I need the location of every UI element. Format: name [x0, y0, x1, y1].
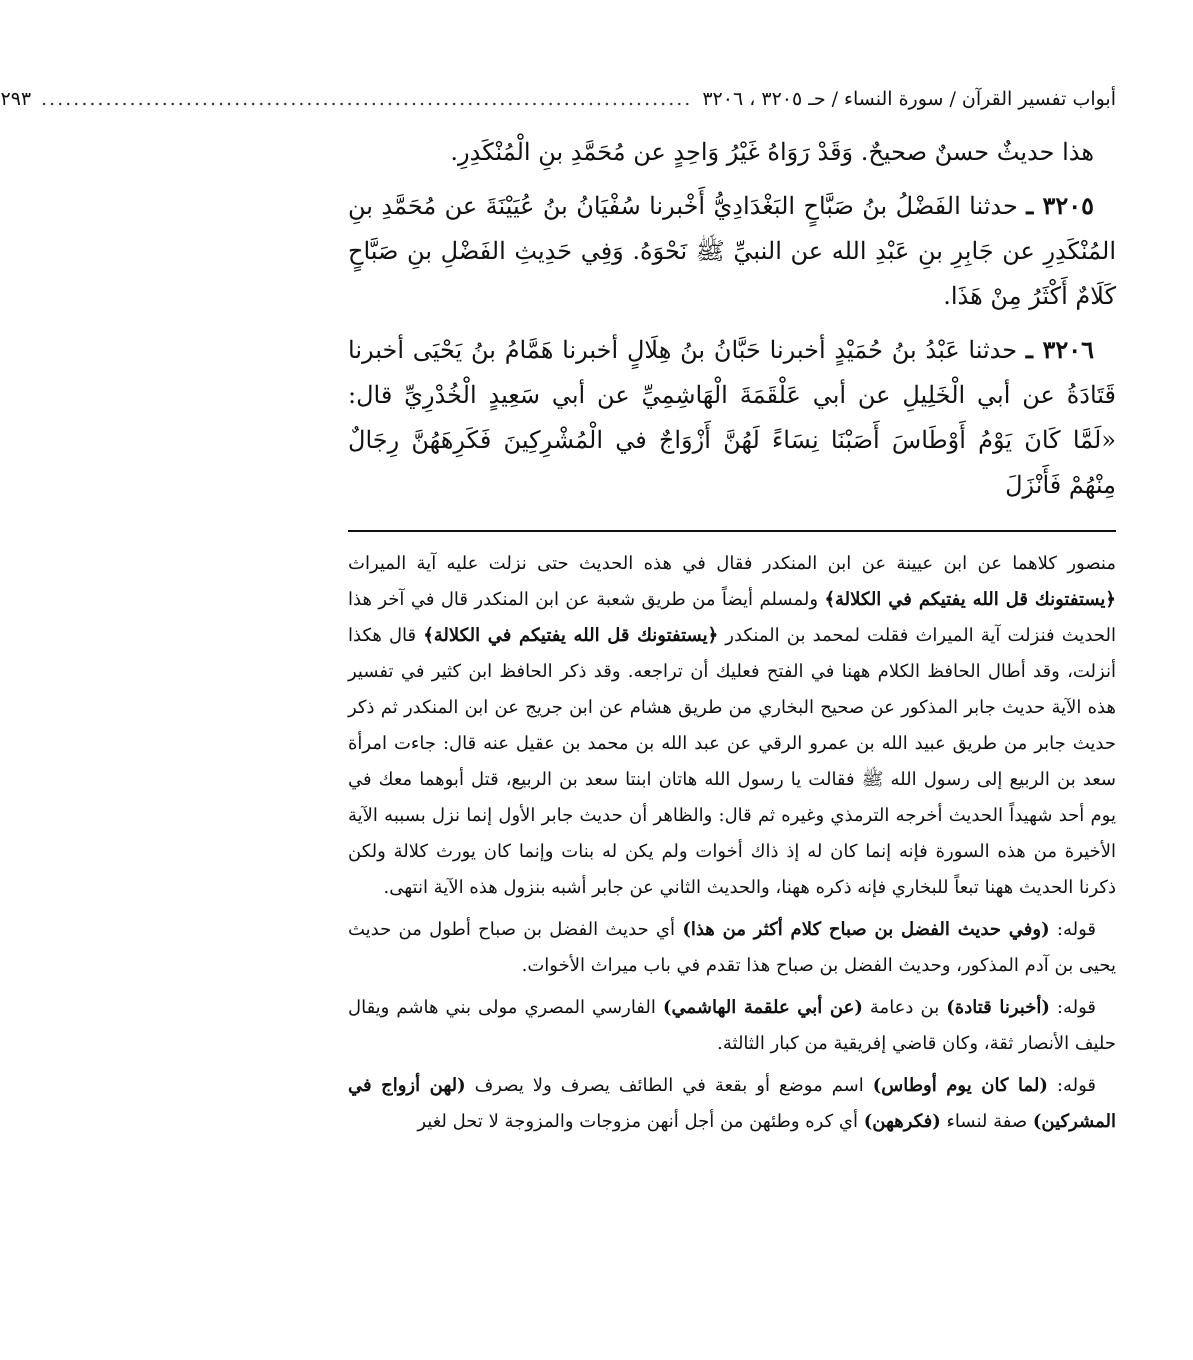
hadith-text: [348, 130, 1116, 508]
page-number: ٢٩٣: [0, 88, 32, 110]
commentary-text: أي كره وطئهن من أجل أنهن مزوجات والمزوجة لا تحل لغير: [417, 1111, 858, 1132]
commentary-text: قال هكذا أنزلت، وقد أطال الحافظ الكلام ههنا في الفتح فعليك أن تراجعه. وقد ذكر الحافظ ابن كثير في تفسير هذه الآية حديث جابر المذكور عن صحيح البخاري من طريق هشام عن ابن جريج عن ابن المنكدر ثم ذكر حديث جابر من طريق عبيد الله بن عمرو الرقي عن عبد الله بن محمد بن عقيل عنه قال: جاءت امرأة سعد بن الربيع إلى رسول الله ﷺ فقالت يا رسول الله هاتان ابنتا سعد بن الربيع، قتل أبوهما معك في يوم أحد شهيداً الحديث أخرجه الترمذي وغيره ثم قال: والظاهر أن حديث جابر الأول إنما نزل بسببه الآية الأخيرة من هذه السورة فإنه إنما كان له إذ ذاك أخوات ولم يكن له بنات وإنما كان يورث كلالة ولكن ذكرنا الحديث ههنا تبعاً للبخاري فإنه ذكره ههنا، والحديث الثاني عن جابر أشبه بنزول هذه الآية انتهى.: [348, 625, 1116, 898]
commentary-paragraph: [348, 1068, 1116, 1140]
commentary-text: أي حديث الفضل بن صباح أطول من حديث يحيى بن آدم المذكور، وحديث الفضل بن صباح هذا تقدم في باب ميراث الأخوات.: [348, 919, 1116, 976]
hadith-body: حدثنا الفَضْلُ بنُ صَبَّاحٍ البَغْدَادِيُّ أَخْبرنا سُفْيَانُ بنُ عُيَيْنَةَ عن مُحَمَّدِ بنِ المُنْكَدِرِ عن جَابِرِ بنِ عَبْدِ الله عن النبيِّ ﷺ نَحْوَهُ. وَفِي حَدِيثِ الفَضْلِ بنِ صَبَّاحٍ كَلَامٌ أَكْثَرُ مِنْ هَذَا.: [348, 192, 1116, 310]
hadith-paragraph: [348, 183, 1116, 319]
header-leader-dots: .................................................................................: [41, 88, 693, 110]
quran-quote: ﴿يستفتونك قل الله يفتيكم في الكلالة﴾: [423, 625, 719, 646]
quoted-phrase: (لما كان يوم أوطاس): [872, 1075, 1048, 1096]
quoted-phrase: (أخبرنا قتادة): [946, 997, 1050, 1018]
commentary-text: الفارسي المصري مولى بني هاشم ويقال حليف الأنصار ثقة، وكان قاضي إفريقية من كبار الثالثة.: [348, 997, 1116, 1054]
commentary-text: اسم موضع أو بقعة في الطائف يصرف ولا يصرف: [465, 1075, 864, 1096]
commentary-text: قوله:: [1049, 997, 1096, 1018]
commentary-text: قوله:: [1047, 1075, 1096, 1096]
quoted-phrase: (فكرههن): [863, 1111, 941, 1132]
quoted-phrase: (عن أبي علقمة الهاشمي): [662, 997, 863, 1018]
hadith-number: ٣٢٠٥ ـ: [1026, 191, 1094, 220]
footnote-divider: [348, 530, 1116, 532]
hadith-grade-text: هذا حديثٌ حسنٌ صحيحٌ. وَقَدْ رَوَاهُ غَيْرُ وَاحِدٍ عن مُحَمَّدِ بنِ الْمُنْكَدِرِ.: [450, 138, 1094, 166]
hadith-number: ٣٢٠٦ ـ: [1025, 335, 1095, 364]
commentary-text: قوله:: [1049, 919, 1096, 940]
commentary-text: منصور كلاهما عن ابن عيينة عن ابن المنكدر فقال في هذه الحديث حتى نزلت عليه آية الميراث: [348, 553, 1116, 574]
quoted-phrase: (وفي حديث الفضل بن صباح كلام أكثر من هذا): [682, 919, 1050, 940]
quoted-phrase: (لهن أزواج في المشركين): [348, 1075, 1116, 1132]
commentary-paragraph: [348, 990, 1116, 1062]
commentary: [348, 546, 1116, 1140]
commentary-text: ولمسلم أيضاً من طريق شعبة عن ابن المنكدر قال في آخر هذا الحديث فنزلت آية الميراث فقلت لمحمد بن المنكدر: [348, 589, 1116, 646]
running-header: [0, 84, 1116, 116]
book-page: [0, 84, 1116, 1334]
header-title: أبواب تفسير القرآن / سورة النساء / حـ ٣٢٠٥ ، ٣٢٠٦: [702, 88, 1116, 110]
commentary-text: صفة لنساء: [940, 1111, 1028, 1132]
commentary-paragraph: [348, 546, 1116, 906]
hadith-paragraph: [348, 130, 1116, 175]
commentary-text: بن دعامة: [862, 997, 940, 1018]
commentary-paragraph: [348, 912, 1116, 984]
quran-quote: ﴿يستفتونك قل الله يفتيكم في الكلالة﴾: [824, 589, 1116, 610]
hadith-paragraph: [348, 327, 1116, 508]
hadith-body: حدثنا عَبْدُ بنُ حُمَيْدٍ أخبرنا حَبَّانُ بنُ هِلَالٍ أخبرنا هَمَّامُ بنُ يَحْيَى أخبرنا قَتَادَةُ عن أبي الْخَلِيلِ عن أبي عَلْقَمَةَ الْهَاشِمِيِّ عن أبي سَعِيدٍ الْخُدْرِيِّ قال: «لَمَّا كَانَ يَوْمُ أَوْطَاسَ أَصَبْنَا نِسَاءً لَهُنَّ أَزْوَاجٌ في الْمُشْرِكِينَ فَكَرِهَهُنَّ رِجَالٌ مِنْهُمْ فَأَنْزَلَ: [348, 336, 1116, 499]
